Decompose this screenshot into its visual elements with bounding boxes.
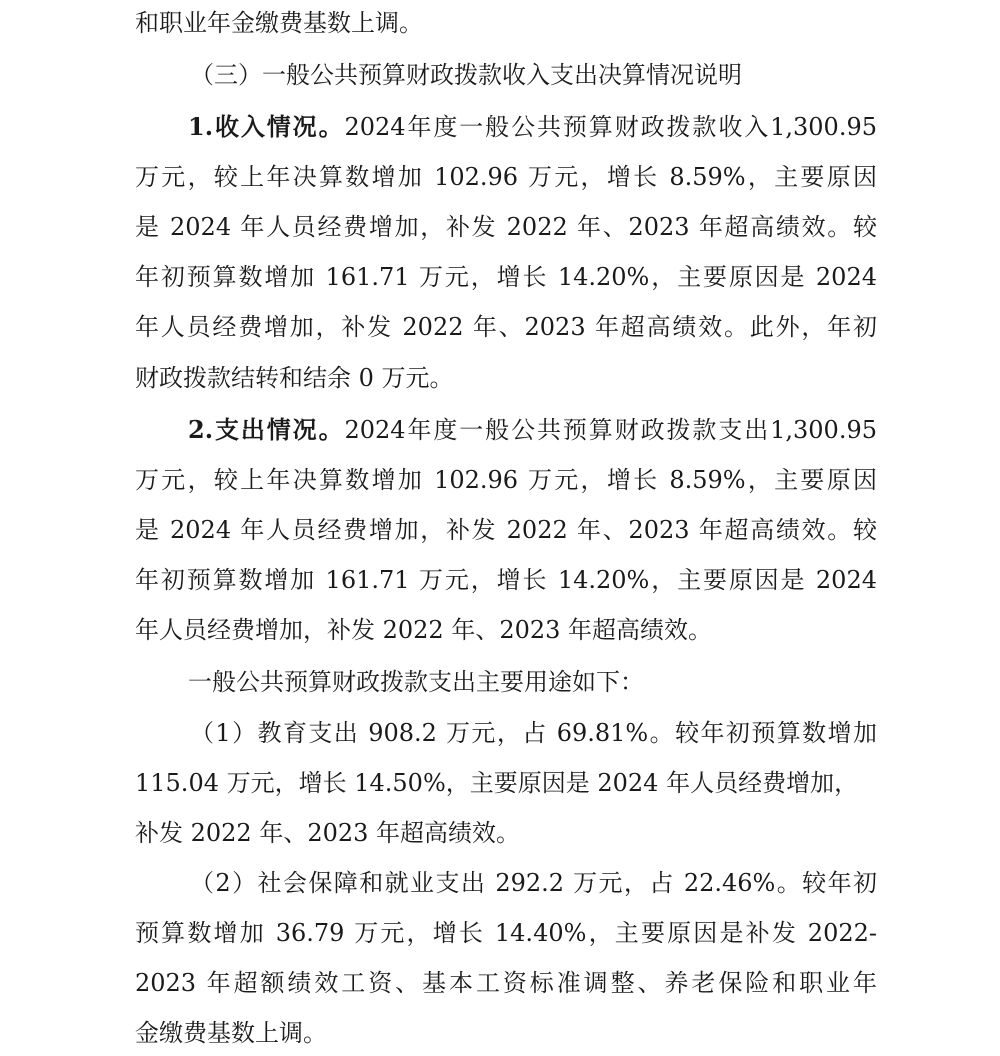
uses-intro: 一般公共预算财政拨款支出主要用途如下： (188, 668, 644, 696)
item-1-line-3: 补发 2022 年、2023 年超高绩效。 (135, 819, 521, 847)
item-2-line-2: 预算数增加 36.79 万元，增长 14.40%，主要原因是补发 2022- (135, 919, 877, 947)
income-paragraph-line-6: 财政拨款结转和结余 0 万元。 (135, 364, 454, 392)
item-1-line-2: 115.04 万元，增长 14.50%，主要原因是 2024 年人员经费增加， (135, 769, 859, 797)
income-label: 1.收入情况。 (188, 112, 345, 141)
expense-line-1-text: 2024年度一般公共预算财政拨款支出1,300.95 (344, 416, 877, 444)
income-line-1-text: 2024年度一般公共预算财政拨款收入1,300.95 (344, 113, 877, 141)
paragraph-tail: 和职业年金缴费基数上调。 (135, 9, 423, 37)
income-paragraph-line-2: 万元，较上年决算数增加 102.96 万元，增长 8.59%，主要原因 (135, 163, 877, 191)
expense-paragraph-line-1 (135, 410, 877, 450)
item-2-line-3: 2023 年超额绩效工资、基本工资标准调整、养老保险和职业年 (135, 969, 877, 997)
expense-paragraph-line-3: 是 2024 年人员经费增加，补发 2022 年、2023 年超高绩效。较 (135, 516, 877, 544)
section-heading: （三）一般公共预算财政拨款收入支出决算情况说明 (190, 61, 742, 89)
expense-paragraph-line-4: 年初预算数增加 161.71 万元，增长 14.20%，主要原因是 2024 (135, 566, 877, 594)
item-1-line-1: （1）教育支出 908.2 万元，占 69.81%。较年初预算数增加 (190, 719, 877, 747)
income-paragraph-line-4: 年初预算数增加 161.71 万元，增长 14.20%，主要原因是 2024 (135, 263, 877, 291)
item-2-line-4: 金缴费基数上调。 (135, 1019, 327, 1047)
expense-paragraph-line-2: 万元，较上年决算数增加 102.96 万元，增长 8.59%，主要原因 (135, 466, 877, 494)
expense-label: 2.支出情况。 (188, 415, 345, 444)
expense-paragraph-line-5: 年人员经费增加，补发 2022 年、2023 年超高绩效。 (135, 616, 713, 644)
item-2-line-1: （2）社会保障和就业支出 292.2 万元，占 22.46%。较年初 (190, 869, 877, 897)
income-paragraph-line-5: 年人员经费增加，补发 2022 年、2023 年超高绩效。此外，年初 (135, 313, 877, 341)
income-paragraph-line-1 (135, 107, 877, 147)
income-paragraph-line-3: 是 2024 年人员经费增加，补发 2022 年、2023 年超高绩效。较 (135, 213, 877, 241)
